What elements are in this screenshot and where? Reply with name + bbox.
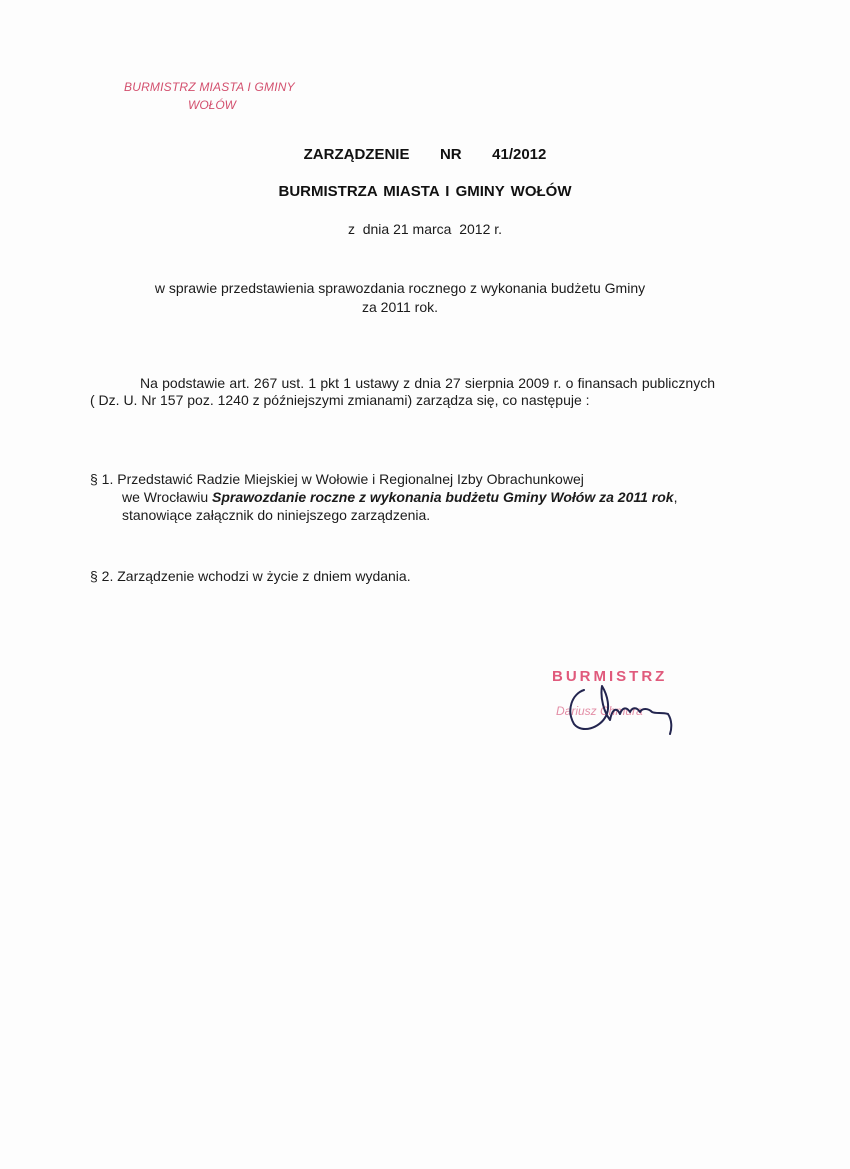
section-1-emphasis: Sprawozdanie roczne z wykonania budżetu Gminy Wołów za 2011 rok bbox=[212, 489, 674, 505]
section-1-plain: we Wrocławiu bbox=[122, 489, 212, 505]
document-date: z dnia 21 marca 2012 r. bbox=[347, 221, 503, 237]
document-issuer: BURMISTRZA MIASTA I GMINY WOŁÓW bbox=[278, 183, 572, 200]
legal-basis-text: Na podstawie art. 267 ust. 1 pkt 1 ustawy z dnia 27 sierpnia 2009 r. o finansach publicznych ( Dz. U. Nr 157 poz. 1240 z późniejszymi zmianami) zarządza się, co następuje : bbox=[90, 375, 715, 408]
office-stamp bbox=[124, 78, 344, 114]
section-1-lead: § 1. Przedstawić Radzie Miejskiej w Wołowie i Regionalnej Izby Obrachunkowej bbox=[90, 471, 584, 487]
signature-stamp-title: BURMISTRZ bbox=[552, 668, 668, 685]
document-subject bbox=[100, 279, 700, 317]
handwritten-signature bbox=[548, 668, 718, 738]
section-1-continuation bbox=[90, 488, 730, 524]
section-1 bbox=[90, 470, 730, 524]
mayor-signature-stamp bbox=[548, 668, 718, 738]
section-2: § 2. Zarządzenie wchodzi w życie z dniem wydania. bbox=[90, 568, 411, 584]
office-stamp-line2: WOŁÓW bbox=[188, 98, 236, 112]
section-1-tail: , stanowiące załącznik do niniejszego zarządzenia. bbox=[122, 489, 678, 523]
office-stamp-line1: BURMISTRZ MIASTA I GMINY bbox=[124, 80, 295, 94]
document-title: ZARZĄDZENIE NR 41/2012 bbox=[303, 146, 547, 163]
signature-stamp-name: Dariusz Chmura bbox=[556, 704, 643, 718]
subject-line2: za 2011 rok. bbox=[361, 299, 438, 315]
legal-basis bbox=[90, 375, 715, 409]
subject-line1: w sprawie przedstawienia sprawozdania rocznego z wykonania budżetu Gminy bbox=[154, 280, 646, 296]
